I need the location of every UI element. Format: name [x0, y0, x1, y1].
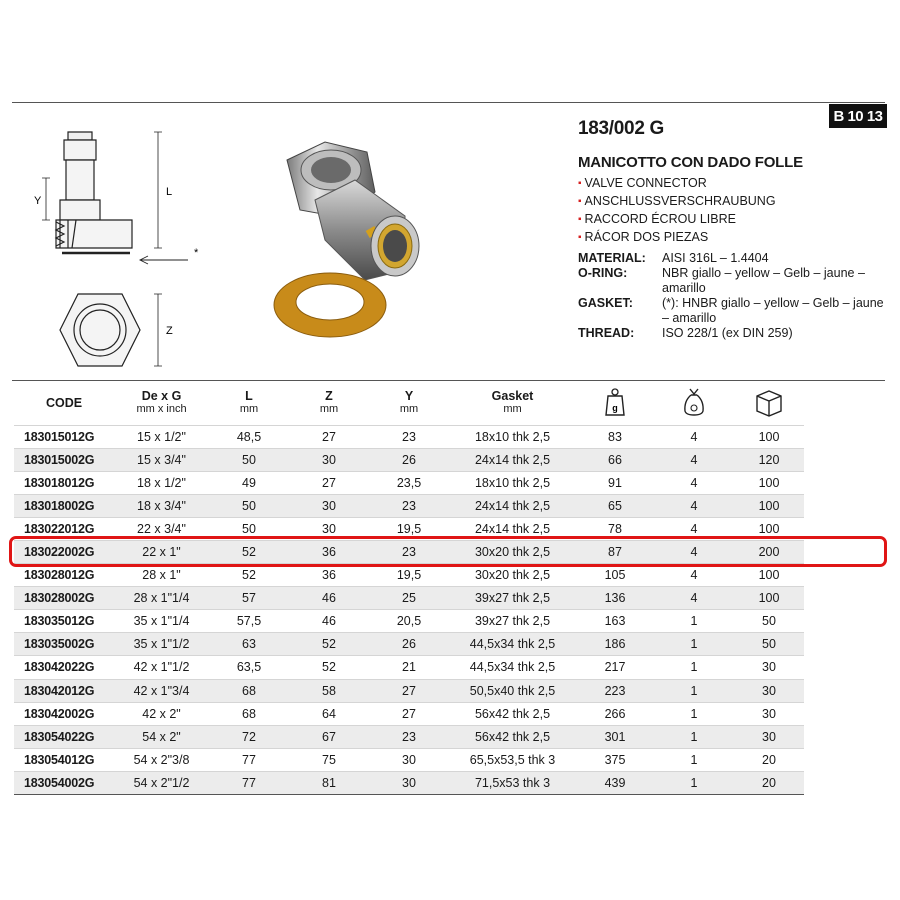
cell-z: 75 [289, 748, 369, 771]
cell-gasket: 44,5x34 thk 2,5 [449, 633, 576, 656]
spec-label-thread: THREAD: [578, 326, 635, 340]
cell-bag-qty: 4 [654, 494, 734, 517]
product-photo [255, 130, 445, 355]
cell-box-qty: 30 [734, 679, 804, 702]
cell-l: 77 [209, 748, 289, 771]
cell-gasket: 65,5x53,5 thk 3 [449, 748, 576, 771]
highlight-row-outline [9, 536, 887, 567]
header-bag [654, 382, 734, 425]
cell-y: 26 [369, 448, 449, 471]
table-row [14, 633, 804, 656]
cell-y: 27 [369, 702, 449, 725]
cell-bag-qty: 4 [654, 471, 734, 494]
cell-y: 19,5 [369, 564, 449, 587]
cell-z: 46 [289, 610, 369, 633]
page-code-badge: B 10 13 [829, 104, 887, 128]
cell-weight: 217 [576, 656, 654, 679]
spec-value-oring: NBR giallo – yellow – Gelb – jaune – amarillo [662, 266, 865, 295]
cell-weight: 266 [576, 702, 654, 725]
cell-bag-qty: 1 [654, 725, 734, 748]
cell-gasket: 71,5x53 thk 3 [449, 771, 576, 794]
cell-box-qty: 30 [734, 656, 804, 679]
cell-gasket: 30x20 thk 2,5 [449, 540, 576, 563]
cell-code: 183042022G [14, 656, 114, 679]
cell-dexg: 18 x 3/4" [114, 494, 209, 517]
cell-weight: 301 [576, 725, 654, 748]
cell-code: 183035002G [14, 633, 114, 656]
cell-code: 183022002G [14, 540, 114, 563]
cell-bag-qty: 4 [654, 517, 734, 540]
cell-z: 27 [289, 471, 369, 494]
cell-dexg: 54 x 2"1/2 [114, 771, 209, 794]
translation-item: ▪ RACCORD ÉCROU LIBRE [578, 211, 888, 229]
cell-gasket: 30x20 thk 2,5 [449, 564, 576, 587]
cell-y: 27 [369, 679, 449, 702]
cell-z: 27 [289, 425, 369, 448]
cell-box-qty: 20 [734, 771, 804, 794]
cell-weight: 105 [576, 564, 654, 587]
cell-l: 68 [209, 679, 289, 702]
cell-y: 20,5 [369, 610, 449, 633]
header-code: CODE [45, 395, 83, 410]
cell-gasket: 56x42 thk 2,5 [449, 725, 576, 748]
cell-weight: 163 [576, 610, 654, 633]
cell-bag-qty: 1 [654, 702, 734, 725]
cell-code: 183054022G [14, 725, 114, 748]
header-gasket: Gasket mm [491, 389, 534, 416]
cell-z: 30 [289, 517, 369, 540]
cell-code: 183035012G [14, 610, 114, 633]
cell-y: 23 [369, 725, 449, 748]
cell-gasket: 44,5x34 thk 2,5 [449, 656, 576, 679]
spec-value-gasket: (*): HNBR giallo – yellow – Gelb – jaune – amarillo [662, 296, 884, 325]
cell-dexg: 42 x 2" [114, 702, 209, 725]
cell-box-qty: 50 [734, 633, 804, 656]
cell-l: 72 [209, 725, 289, 748]
cell-box-qty: 100 [734, 471, 804, 494]
cell-weight: 78 [576, 517, 654, 540]
cell-bag-qty: 4 [654, 425, 734, 448]
cell-bag-qty: 1 [654, 610, 734, 633]
cell-y: 23 [369, 494, 449, 517]
cell-code: 183054002G [14, 771, 114, 794]
cell-bag-qty: 1 [654, 679, 734, 702]
table-row [14, 425, 804, 448]
cell-dexg: 42 x 1"1/2 [114, 656, 209, 679]
bag-icon [682, 387, 706, 417]
table-row [14, 448, 804, 471]
cell-z: 36 [289, 564, 369, 587]
cell-bag-qty: 4 [654, 448, 734, 471]
cell-dexg: 35 x 1"1/2 [114, 633, 209, 656]
cell-code: 183028012G [14, 564, 114, 587]
svg-text:g: g [612, 402, 618, 413]
cell-y: 23 [369, 540, 449, 563]
translation-item: ▪ VALVE CONNECTOR [578, 175, 888, 193]
cell-gasket: 24x14 thk 2,5 [449, 448, 576, 471]
cell-bag-qty: 1 [654, 633, 734, 656]
cell-y: 23,5 [369, 471, 449, 494]
table-row [14, 494, 804, 517]
cell-gasket: 18x10 thk 2,5 [449, 471, 576, 494]
cell-gasket: 56x42 thk 2,5 [449, 702, 576, 725]
header-z: Z mm [319, 389, 339, 416]
cell-l: 63,5 [209, 656, 289, 679]
cell-z: 36 [289, 540, 369, 563]
cell-gasket: 24x14 thk 2,5 [449, 517, 576, 540]
cell-y: 30 [369, 771, 449, 794]
cell-weight: 87 [576, 540, 654, 563]
cell-weight: 186 [576, 633, 654, 656]
cell-z: 46 [289, 587, 369, 610]
table-row [14, 702, 804, 725]
cell-l: 63 [209, 633, 289, 656]
cell-bag-qty: 4 [654, 540, 734, 563]
cell-dexg: 54 x 2" [114, 725, 209, 748]
cell-y: 23 [369, 425, 449, 448]
cell-weight: 91 [576, 471, 654, 494]
cell-code: 183018002G [14, 494, 114, 517]
header-dexg: De x G mm x inch [136, 389, 187, 416]
cell-box-qty: 100 [734, 587, 804, 610]
dimension-y-label: Y [34, 195, 42, 207]
header-weight [576, 382, 654, 425]
cell-gasket: 39x27 thk 2,5 [449, 610, 576, 633]
table-row [14, 471, 804, 494]
header-y: Y mm [399, 389, 419, 416]
cell-l: 50 [209, 517, 289, 540]
top-rule [12, 102, 885, 103]
cell-dexg: 54 x 2"3/8 [114, 748, 209, 771]
dimension-z-label: Z [166, 325, 173, 337]
cell-box-qty: 20 [734, 748, 804, 771]
cell-l: 49 [209, 471, 289, 494]
table-header-row [14, 382, 804, 425]
cell-l: 77 [209, 771, 289, 794]
cell-dexg: 28 x 1"1/4 [114, 587, 209, 610]
cell-code: 183042002G [14, 702, 114, 725]
cell-box-qty: 100 [734, 425, 804, 448]
cell-dexg: 22 x 3/4" [114, 517, 209, 540]
cell-l: 50 [209, 448, 289, 471]
cell-y: 25 [369, 587, 449, 610]
cell-weight: 375 [576, 748, 654, 771]
cell-y: 26 [369, 633, 449, 656]
cell-box-qty: 30 [734, 725, 804, 748]
cell-dexg: 35 x 1"1/4 [114, 610, 209, 633]
cell-box-qty: 100 [734, 517, 804, 540]
translation-item: ▪ RÁCOR DOS PIEZAS [578, 229, 888, 247]
table-row [14, 587, 804, 610]
cell-z: 67 [289, 725, 369, 748]
table-row [14, 725, 804, 748]
spec-label-oring: O-RING: [578, 266, 628, 280]
cell-box-qty: 120 [734, 448, 804, 471]
cell-code: 183028002G [14, 587, 114, 610]
table-rule [12, 380, 885, 381]
cell-gasket: 39x27 thk 2,5 [449, 587, 576, 610]
cell-z: 30 [289, 494, 369, 517]
cell-weight: 65 [576, 494, 654, 517]
table-row [14, 771, 804, 794]
cell-bag-qty: 1 [654, 656, 734, 679]
cell-dexg: 22 x 1" [114, 540, 209, 563]
cell-l: 57,5 [209, 610, 289, 633]
cell-z: 58 [289, 679, 369, 702]
cell-y: 19,5 [369, 517, 449, 540]
table-row [14, 656, 804, 679]
product-table [14, 382, 804, 795]
cell-weight: 223 [576, 679, 654, 702]
cell-bag-qty: 4 [654, 587, 734, 610]
box-icon [754, 387, 784, 417]
cell-l: 68 [209, 702, 289, 725]
cell-l: 52 [209, 564, 289, 587]
cell-gasket: 18x10 thk 2,5 [449, 425, 576, 448]
cell-y: 30 [369, 748, 449, 771]
cell-box-qty: 200 [734, 540, 804, 563]
cell-gasket: 50,5x40 thk 2,5 [449, 679, 576, 702]
cell-z: 52 [289, 633, 369, 656]
cell-weight: 66 [576, 448, 654, 471]
cell-z: 64 [289, 702, 369, 725]
cell-z: 81 [289, 771, 369, 794]
table-row [14, 564, 804, 587]
cell-y: 21 [369, 656, 449, 679]
cell-weight: 136 [576, 587, 654, 610]
cell-bag-qty: 1 [654, 748, 734, 771]
cell-code: 183022012G [14, 517, 114, 540]
cell-gasket: 24x14 thk 2,5 [449, 494, 576, 517]
cell-bag-qty: 4 [654, 564, 734, 587]
cell-l: 48,5 [209, 425, 289, 448]
cell-l: 50 [209, 494, 289, 517]
product-code: 183/002 G [578, 118, 665, 139]
cell-box-qty: 50 [734, 610, 804, 633]
product-name: MANICOTTO CON DADO FOLLE [578, 154, 803, 171]
cell-box-qty: 100 [734, 564, 804, 587]
product-info [578, 118, 888, 341]
cell-code: 183018012G [14, 471, 114, 494]
cell-box-qty: 30 [734, 702, 804, 725]
cell-z: 30 [289, 448, 369, 471]
cell-dexg: 18 x 1/2" [114, 471, 209, 494]
translations-list [578, 175, 888, 247]
header-l: L mm [239, 389, 259, 416]
header-box [734, 382, 804, 425]
cell-code: 183042012G [14, 679, 114, 702]
translation-item: ▪ ANSCHLUSSVERSCHRAUBUNG [578, 193, 888, 211]
spec-value-material: AISI 316L – 1.4404 [662, 251, 769, 265]
cell-z: 52 [289, 656, 369, 679]
cell-code: 183015012G [14, 425, 114, 448]
technical-drawing [20, 120, 220, 370]
cell-bag-qty: 1 [654, 771, 734, 794]
cell-weight: 439 [576, 771, 654, 794]
spec-list [578, 251, 888, 341]
cell-l: 52 [209, 540, 289, 563]
gasket-star-label: * [194, 247, 199, 259]
table-row [14, 610, 804, 633]
table-row [14, 748, 804, 771]
cell-box-qty: 100 [734, 494, 804, 517]
cell-dexg: 42 x 1"3/4 [114, 679, 209, 702]
spec-label-material: MATERIAL: [578, 251, 646, 265]
cell-dexg: 28 x 1" [114, 564, 209, 587]
cell-code: 183054012G [14, 748, 114, 771]
spec-label-gasket: GASKET: [578, 296, 633, 310]
spec-value-thread: ISO 228/1 (ex DIN 259) [662, 326, 793, 340]
table-row [14, 679, 804, 702]
weight-icon [604, 387, 626, 417]
dimension-l-label: L [166, 186, 173, 198]
cell-code: 183015002G [14, 448, 114, 471]
cell-dexg: 15 x 3/4" [114, 448, 209, 471]
cell-dexg: 15 x 1/2" [114, 425, 209, 448]
cell-weight: 83 [576, 425, 654, 448]
cell-l: 57 [209, 587, 289, 610]
